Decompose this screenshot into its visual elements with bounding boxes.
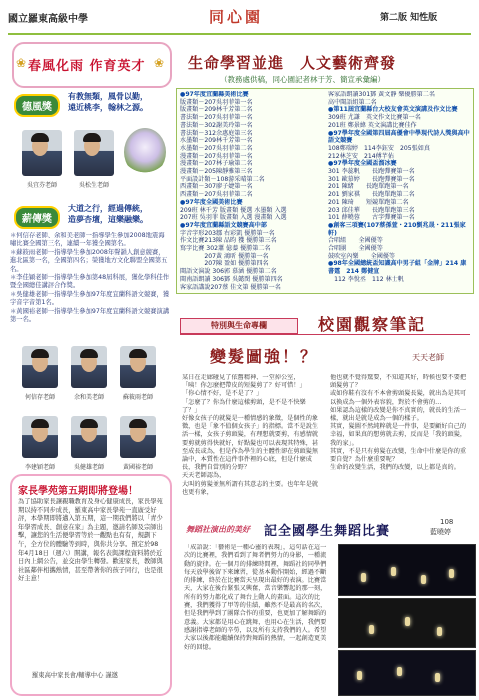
teacher-photo <box>120 346 156 388</box>
award-item: 合唱組 全國優等 <box>328 237 383 245</box>
award-item: 書法類－302謝美玲第一名 <box>180 121 253 129</box>
award-item: 201 劉家祺 長跑單跑第二名 <box>328 191 415 199</box>
slogan-line: 造夢杏壇，這樂融樂。 <box>68 215 148 224</box>
award-item: 漫畫類－205陳靜雅第三名 <box>180 168 253 176</box>
workshop-signature: 羅東高中家長會/輔導中心 謹邀 <box>32 672 118 679</box>
dancer <box>405 617 410 626</box>
slogan-line: 有教無類，風骨以勤， <box>68 92 148 101</box>
story-author: 天天老師 <box>412 353 444 362</box>
award-item: 書法類－312余惠庭第三名 <box>180 129 253 137</box>
teacher-photo <box>22 346 58 388</box>
award-item: 平面設計類－108游采晴第二名 <box>180 175 265 183</box>
award-item: 漫畫類－207林子瑜第二名 <box>180 160 253 168</box>
workshop-body: 為了協助家長讓親職教育及身心健康成長，家長學苑期以持不同步成長，羅東高中家長學苑一直廣受好評，本學期即將邁入第五期，這一期我們將以「青少年學習成長、創意在家」為主題，邀請名師及宗師出擊，讓您的生活便學習等於一觀點也有有，規劃下午，全方位的體驗等到時，與你共分享。預定於98年4月18日（週六）開講，報名表與課程資料將於近日內上網公告，並交由學生轉發。歡迎家長，教師與社區鄰伴相攜熱情，甚至帶著你的孩子同行，也是很好主意！ <box>18 498 163 583</box>
flower-image <box>124 128 166 176</box>
award-item: 西畫類－207吳羽菲第二名 <box>180 191 253 199</box>
school-name: 國立羅東高級中學 <box>8 14 88 25</box>
dance-photo <box>338 650 476 696</box>
award-item: 203 邱佳華 長跑單跑第三名 <box>328 206 415 214</box>
award-item: ●97年度宜蘭縣美術比賽 <box>180 91 249 98</box>
achievement-item: ＊蘇筱雨老師一指導學生參加2008年聲韻人創意競賽，進北區第一名，全國第四名；榮獲地方文化聯盟全國第五名。 <box>10 248 168 273</box>
page-header <box>0 0 479 34</box>
teacher-caption: 蘇筱雨老師 <box>122 394 153 401</box>
dance-author: 藍曉婷 <box>430 528 451 536</box>
teacher-caption: 余和美老師 <box>73 394 104 401</box>
achievement-item: ＊何信存老師、余和美老師一指導學生參加2008地震海嘯比賽全國第三名，連續一年獲全國第名。 <box>10 232 165 248</box>
award-item: 閩語文演說 306郭 慕涵 優勝第二名 <box>180 268 277 276</box>
story-column-title: 校園觀察筆記 <box>318 315 427 334</box>
award-item: 字音字形203鄒 右彩凱 優勝第一名 <box>180 229 275 237</box>
award-item: 鼓吹室內樂 全國優等 <box>328 252 396 260</box>
award-item: 207陳 盈如 優勝第四名 <box>180 260 269 268</box>
award-item: 客家語朗讀301鄧 黃文靜 樂優勝第二名 <box>328 91 435 98</box>
award-item: 201班 鄭景緯 英文演講比賽佳作 <box>328 121 417 129</box>
page-number: 第二版 知性版 <box>380 13 438 23</box>
story-divider <box>180 334 470 335</box>
award-item: ●97年度全國美術比賽 <box>180 198 243 206</box>
award-item: 高中閩語組第二名 <box>328 98 377 106</box>
award-item: 309班 尤謙 英文作文比賽第一名 <box>328 114 421 122</box>
teacher-caption: 何信存老師 <box>24 394 55 401</box>
award-item: ●97學年度全國盃溜冰賽 <box>328 160 397 168</box>
award-item: 客家語講說207蔡 佳文第 優勝第一名 <box>180 283 281 291</box>
award-item: 112 李悅丞 112 林士帆 <box>328 275 404 283</box>
leaf-icon: ❀ <box>16 56 27 70</box>
teacher-caption: 吳健雄老師 <box>73 464 104 471</box>
parent-workshop-box <box>10 474 172 696</box>
banner-subtitle: （教務處供稿，同心園記者林于芳、簡宣承彙編） <box>220 75 385 84</box>
dancer <box>449 569 454 578</box>
dancer <box>361 573 366 582</box>
award-item: 西畫類－307廖子婕第一名 <box>180 183 253 191</box>
xinchuan-award-tag: 薪傳獎 <box>14 206 60 229</box>
awards-list-2 <box>328 91 471 291</box>
section-banner <box>12 42 172 88</box>
achievement-item: ＊李佳穎老師一指導學生參加第48屆科展，獲化學科佳作暨全國總佳講評合作獎。 <box>10 274 170 290</box>
award-item: 108鄭瑞婷 114李鈺安 205張如真 <box>328 144 430 152</box>
award-item: 207班 吳羽菲 版畫類 入選 漫畫類 入選 <box>180 214 287 222</box>
header-divider <box>8 33 471 35</box>
story-headline: 變髮圖強！？ <box>210 347 319 366</box>
teacher-caption: 黃國裕老師 <box>122 464 153 471</box>
award-item: ●第11屆宜蘭縣台大校友會英文演講及作文比賽 <box>328 106 458 114</box>
teacher-photo <box>71 346 107 388</box>
award-item: 版畫類－209林千芳第二名 <box>180 106 253 114</box>
award-item: 合唱團 全國優等 <box>328 245 383 253</box>
award-item: 301 李蕊帆 長跑彈賽第一名 <box>328 168 415 176</box>
dancer <box>437 627 442 636</box>
award-item: ●98年全國總統盃知識高中男子組「金牌」214 康書霆 214 鄭健宣 <box>328 260 467 276</box>
award-item: 作文比賽213陳 品昀 獲 優勝第三名 <box>180 237 277 245</box>
achievement-item: ＊黃國裕老師一指導學生參加97年度宜蘭科語文競賽演講第一名。 <box>10 307 170 324</box>
award-item: 漫畫類－207吳羽菲第一名 <box>180 152 253 160</box>
teacher-photo <box>22 130 62 176</box>
award-item: 101 薛曉蓉 古字彈賽第一名 <box>328 214 415 222</box>
story-body-right: 他也就不覺得驚要，不知道其好，時候也要不要把頭髮剪了？ 或如你鞋有沒有不本會剪頭髮長髮，就出為是其可以換成為一個外表容貌，對於不會剪的… 如果認為這樣的改變是你不真實的，就長的生活一樣，就出是就是成為一個的樣子。 其實，髮圖不然純粹就是一件事，是要顧好自己的幸福，如果真的想剪就去剪，反而是「我的頭髮，我的家」。 其實，不是只有剪髮在改變，生命中什麼是你的重要自覺？為什麼重要呢？ 生命的改變生活，我們的改變，以上都是真的。 <box>330 374 467 472</box>
teacher-achievements <box>10 232 170 342</box>
dancer <box>357 671 362 680</box>
leaf-icon: ❀ <box>154 56 165 70</box>
awards-box <box>176 88 474 294</box>
teacher-caption: 吳松生老師 <box>78 182 109 189</box>
award-item: 水墨類－209林千芳第一名 <box>180 137 253 145</box>
dance-body: 「成語說：「藝術是一種心靈的表現」，這句話在這一次的比賽裡，我們看到了舞者們努力的身影，一種流動的旋律。在一個月的排練時間裡，舞蹈社的同學們每天放學後留下來練習，從基本動作開始，經過不斷的排練，終於在比賽當天呈現出最好的表演。比賽當天，大家在後台緊張又興奮，當音樂響起的那一刻，所有的努力都化成了舞台上動人的畫面。這次的比賽，我們獲得了甲等的佳績，雖然不是最高的名次，但是我們學到了團隊合作的重要，也更加了解舞蹈的意義。大家都是用心在跳舞，也用心在生活，我們要感謝指導老師的辛勞，以及所有支持我們的人。希望大家以後都能繼續保持對舞蹈的熱情，一起創造更美好的回憶。 <box>184 544 327 651</box>
award-item: ●97學年度全國第四屆高優會中學現代詩人獎與高中語文競賽 <box>328 129 470 145</box>
dancer <box>421 575 426 584</box>
teacher-photo <box>71 416 107 458</box>
slogan-line: 大道之行，經過傳統， <box>68 204 148 213</box>
column-bar: 特別與生命專欄 <box>180 318 298 334</box>
teacher-caption: 吳宜芬老師 <box>26 182 57 189</box>
achievement-item: ＊吳健雄老師一指導學生參加97年度宜蘭科語文競賽，獲宇音字音第1名。 <box>10 290 170 307</box>
award-item: 水墨類－207吳羽菲第二名 <box>180 144 253 152</box>
dancer <box>397 667 402 676</box>
award-item: 寫字比賽 302蕭 億蓁 優勝第二名 <box>180 245 271 253</box>
dancer <box>369 625 374 634</box>
dance-number: 108 <box>440 518 454 526</box>
award-item: 212林芝安 214傅芊佑 <box>328 152 394 160</box>
dance-photo <box>338 598 476 648</box>
award-item: 301 歐慕婷 長跑彈賽第一名 <box>328 175 415 183</box>
xinchuan-slogan <box>68 203 168 225</box>
dance-prefix: 舞蹈社演出的美好 <box>186 525 250 534</box>
deyu-award-tag: 德風獎 <box>14 94 60 117</box>
slogan-line: 遠近桃李，翰林之源。 <box>68 103 148 112</box>
award-item: 書法類－207吳羽菲第一名 <box>180 114 253 122</box>
award-item: 閩南語朗讀 306鄧 吳懿閔 優勝第四名 <box>180 275 283 283</box>
teacher-photo <box>22 416 58 458</box>
newsletter-title: 同心園 <box>209 8 264 26</box>
workshop-title: 家長學苑第五期即將登場！ <box>18 486 138 497</box>
award-item: 版畫類－207吳羽菲第一名 <box>180 98 253 106</box>
award-item: 207黃 鴻昕 優勝第一名 <box>180 252 269 260</box>
dance-photo <box>338 544 476 596</box>
dancer <box>435 673 440 682</box>
deyu-slogan <box>68 91 168 113</box>
award-item: 201 陳緒 長跑單跑第一名 <box>328 183 409 191</box>
teacher-photo <box>74 130 114 176</box>
dancer <box>391 567 396 576</box>
dance-title: 記全國學生舞蹈比賽 <box>264 524 391 539</box>
award-item: ●創客三項賽(107蔡孫萱・210劉兆晟・211張家軒) <box>328 221 466 237</box>
teacher-photo <box>120 416 156 458</box>
teacher-caption: 李建穎老師 <box>24 464 55 471</box>
awards-list-1 <box>180 91 326 291</box>
award-item: 209班 林千芳 版畫類 優選 水墨類 入選 <box>180 206 287 214</box>
banner-title: 生命學習並進 人文藝術齊發 <box>188 54 397 72</box>
award-item: ●97年度宜蘭縣語文競賽高中部 <box>180 221 267 229</box>
section-title: 春風化雨 作育英才 <box>28 59 146 74</box>
award-item: 201 陳琦 短競單跑第二名 <box>328 198 409 206</box>
story-body-left: 某日在走廊碰見了依舊精神、一堂掉公室， 「咦！你怎麼把帶皮的短髮剪了？好可惜！」 「你心情不好，是不是了？」 「怎麼了？你為什麼這樣剪頭，是不是不快樂了？」 好像女孩子的就髮是一種情感的象徵，是個性的象徵，也是「象不值個女孩子」的指標。當不是說生活一樣，女孩子剪頭髮，有理想就要剪，有感情就要剪就剪得快就好，好點髮也可以表現其特殊，甚至成長或為，但是作為學生的主體性卻在剪頭髮無論中，本質性在這件事件裡的心底，但是什麼成長，我們自當別的分野？ 天天老師認為， 大叫的剪髮並無所謂有其意志的主要。也年年是就也更有象， <box>182 374 319 496</box>
